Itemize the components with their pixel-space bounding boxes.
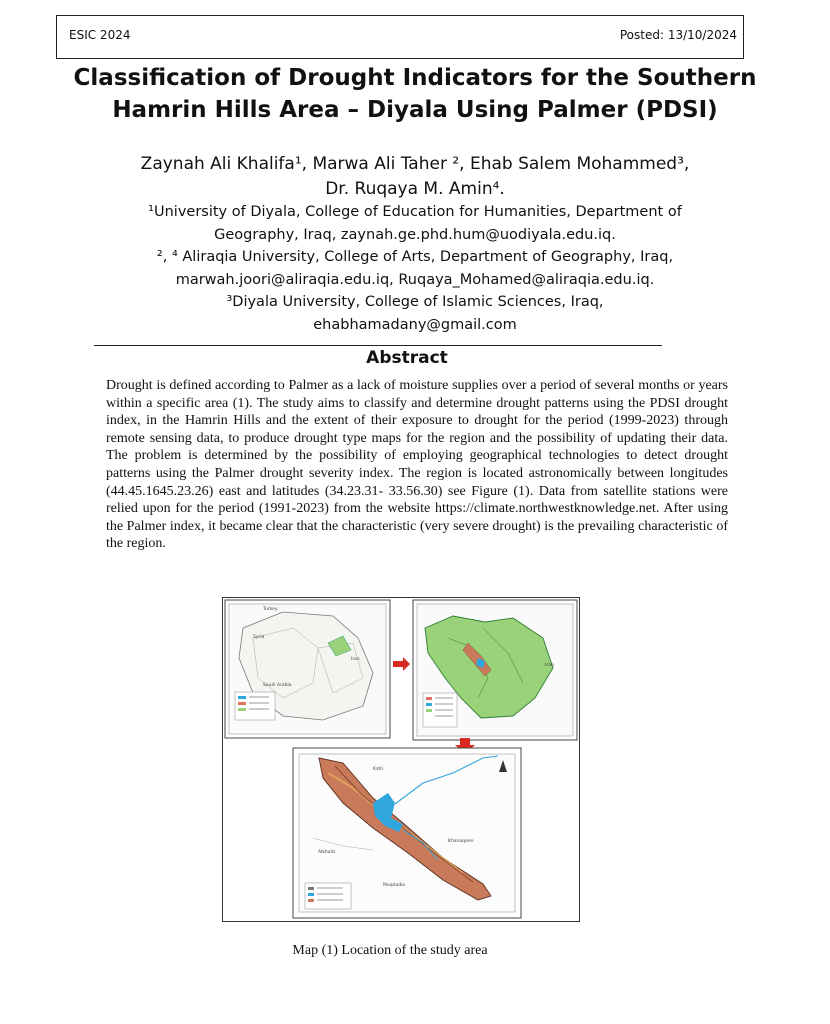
diyala-province-map <box>413 600 577 740</box>
abstract-text: Drought is defined according to Palmer as a lack of moisture supplies over a period of several months or years within a specific area (1). The study aims to classify and determine drought patterns using the PDSI drought index, in the Hamrin Hills and the extent of their exposure to drought for the period (1999-2023) through remote sensing data, to produce drought type maps for the region and the possibility of updating their data. The problem is determined by the possibility of employing geographical technologies to detect drought patterns using the Palmer drought severity index. The region is located astronomically between longitudes (44.45.1645.23.26) east and latitudes (34.23.31- 33.56.30) see Figure (1). Data from satellite stations were relied upon for the period (1991-2023) from the website https://climate.northwestknowledge.net. After using the Palmer index, it became clear that the characteristic (very severe drought) is the prevailing characteristic of the region. <box>106 378 728 552</box>
map-label: Syria <box>253 635 265 640</box>
map-label: Muqdadia <box>383 883 406 888</box>
authors-line-1: Zaynah Ali Khalifa¹, Marwa Ali Taher ², Ehab Salem Mohammed³, <box>140 154 690 174</box>
authors-line-2: Dr. Ruqaya M. Amin⁴. <box>325 179 505 199</box>
affiliation-line: ¹University of Diyala, College of Education for Humanities, Department of <box>148 204 682 220</box>
map-label: Iran <box>351 657 360 662</box>
affiliation-line: ³Diyala University, College of Islamic Sciences, Iraq, <box>226 294 604 310</box>
paper-title <box>40 62 790 126</box>
arrow-right-icon <box>393 657 410 671</box>
header-box <box>56 15 744 59</box>
study-area-detail-map <box>293 748 521 918</box>
affiliation-line: Geography, Iraq, zaynah.ge.phd.hum@uodiyala.edu.iq. <box>214 226 616 243</box>
map-label: Khanaqeen <box>448 839 474 844</box>
section-divider <box>94 345 662 346</box>
title-line-1: Classification of Drought Indicators for the Southern <box>73 65 757 91</box>
map-label: Saudi Arabia <box>263 683 292 688</box>
affiliation-line: ², ⁴ Aliraqia University, College of Arts, Department of Geography, Iraq, <box>156 249 674 265</box>
conference-label: ESIC 2024 <box>69 28 131 42</box>
map-label: Iran <box>545 663 554 668</box>
affiliation-line: ehabhamadany@gmail.com <box>313 316 517 333</box>
figure-caption: Map (1) Location of the study area <box>292 943 488 958</box>
map-label: Alkhalis <box>318 850 336 855</box>
author-list <box>40 152 790 202</box>
title-line-2: Hamrin Hills Area – Diyala Using Palmer (PDSI) <box>112 97 718 123</box>
map-label: Turkey <box>263 607 278 612</box>
location-maps <box>223 598 579 921</box>
affiliation-line: marwah.joori@aliraqia.edu.iq, Ruqaya_Mohamed@aliraqia.edu.iq. <box>175 271 655 288</box>
posted-date: Posted: 13/10/2024 <box>619 28 737 42</box>
affiliations <box>60 201 770 336</box>
study-area-figure <box>222 597 580 922</box>
abstract-heading: Abstract <box>366 348 448 368</box>
map-label: Kafri <box>373 767 384 772</box>
iraq-overview-map <box>225 600 390 738</box>
